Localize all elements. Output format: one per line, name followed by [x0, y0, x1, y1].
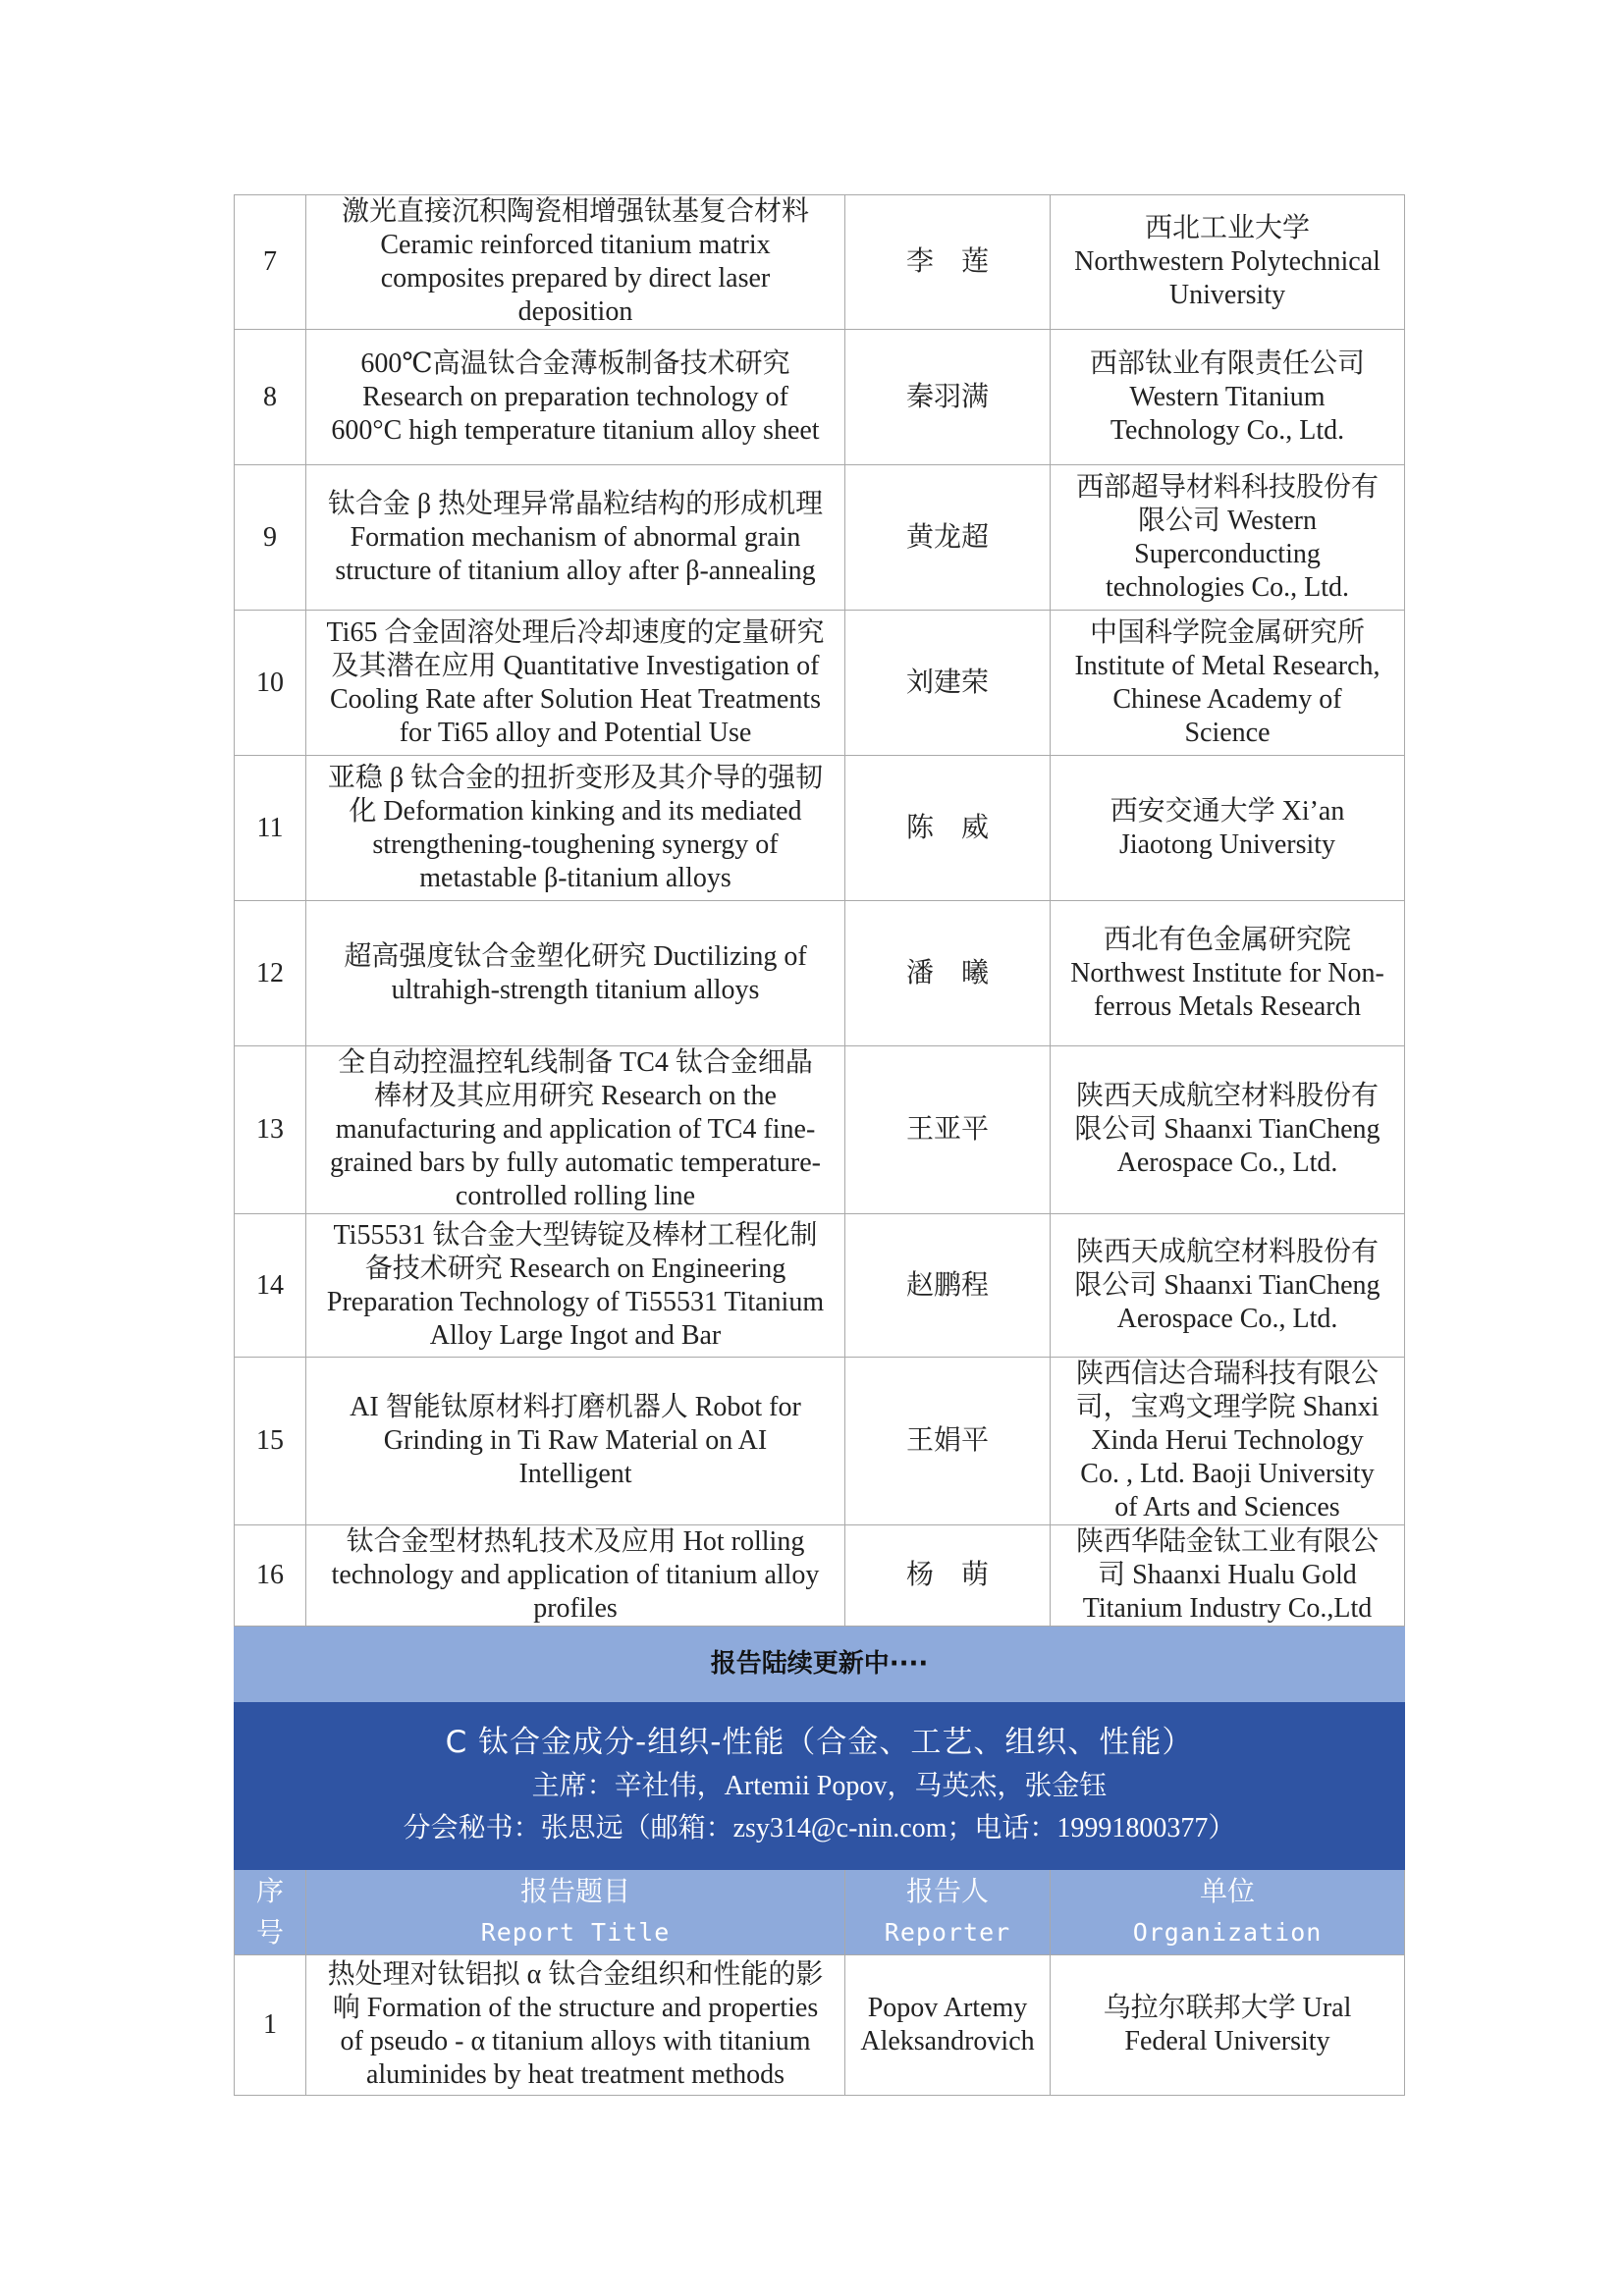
report-title: 亚稳 β 钛合金的扭折变形及其介导的强韧 化 Deformation kinking and its mediated strengthening-toughening synergy of metastable β-titanium alloys [306, 756, 845, 901]
table-row [235, 1525, 1405, 1627]
organization: 陕西天成航空材料股份有 限公司 Shaanxi TianCheng Aerospace Co., Ltd. [1051, 1214, 1405, 1358]
column-header-row [235, 1870, 1405, 1955]
reporter-name: 王娟平 [845, 1358, 1051, 1525]
section-secretary: 分会秘书：张思远（邮箱：zsy314@c-nin.com；电话：19991800377） [403, 1813, 1236, 1843]
row-number: 8 [235, 330, 306, 465]
row-number: 10 [235, 611, 306, 756]
report-title: AI 智能钛原材料打磨机器人 Robot for Grinding in Ti Raw Material on AI Intelligent [306, 1358, 845, 1525]
report-title: 全自动控温控轧线制备 TC4 钛合金细晶 棒材及其应用研究 Research on the manufacturing and application of TC4 fine- grained bars by fully automatic temperature- controlled rolling line [306, 1046, 845, 1214]
report-title: 钛合金型材热轧技术及应用 Hot rolling technology and application of titanium alloy profiles [306, 1525, 845, 1627]
header-organization: 单位 Organization [1051, 1870, 1405, 1955]
organization: 西部超导材料科技股份有 限公司 Western Superconducting technologies Co., Ltd. [1051, 465, 1405, 611]
reporter-name: 杨 萌 [845, 1525, 1051, 1627]
pending-update-row [235, 1627, 1405, 1702]
organization: 西安交通大学 Xi’an Jiaotong University [1051, 756, 1405, 901]
reporter-name: 秦羽满 [845, 330, 1051, 465]
table-row [235, 330, 1405, 465]
pending-update-text: 报告陆续更新中···· [235, 1627, 1405, 1702]
report-title: 600℃高温钛合金薄板制备技术研究 Research on preparation technology of 600°C high temperature titanium alloy sheet [306, 330, 845, 465]
table-row [235, 465, 1405, 611]
report-title: Ti55531 钛合金大型铸锭及棒材工程化制 备技术研究 Research on Engineering Preparation Technology of Ti55531 Titanium Alloy Large Ingot and Bar [306, 1214, 845, 1358]
row-number: 13 [235, 1046, 306, 1214]
section-title: C 钛合金成分-组织-性能（合金、工艺、组织、性能） [445, 1725, 1194, 1760]
table-row [235, 1358, 1405, 1525]
reporter-name: 李 莲 [845, 195, 1051, 330]
table-row [235, 1214, 1405, 1358]
organization: 西北有色金属研究院 Northwest Institute for Non- ferrous Metals Research [1051, 901, 1405, 1046]
header-number: 序 号 [235, 1870, 306, 1955]
report-title: Ti65 合金固溶处理后冷却速度的定量研究 及其潜在应用 Quantitative Investigation of Cooling Rate after Solution Heat Treatments for Ti65 alloy and Potential Use [306, 611, 845, 756]
reporter-name: 黄龙超 [845, 465, 1051, 611]
reporter-name: Popov Artemy Aleksandrovich [845, 1955, 1051, 2096]
table-row [235, 756, 1405, 901]
reporter-name: 王亚平 [845, 1046, 1051, 1214]
row-number: 16 [235, 1525, 306, 1627]
header-reporter: 报告人 Reporter [845, 1870, 1051, 1955]
section-header [235, 1702, 1405, 1870]
organization: 陕西天成航空材料股份有 限公司 Shaanxi TianCheng Aerospace Co., Ltd. [1051, 1046, 1405, 1214]
table-row [235, 1955, 1405, 2096]
row-number: 7 [235, 195, 306, 330]
organization: 乌拉尔联邦大学 Ural Federal University [1051, 1955, 1405, 2096]
organization: 西北工业大学 Northwestern Polytechnical University [1051, 195, 1405, 330]
reporter-name: 陈 威 [845, 756, 1051, 901]
row-number: 1 [235, 1955, 306, 2096]
table-row [235, 1046, 1405, 1214]
report-title: 钛合金 β 热处理异常晶粒结构的形成机理 Formation mechanism of abnormal grain structure of titanium alloy after β-annealing [306, 465, 845, 611]
table-row [235, 611, 1405, 756]
report-title: 超高强度钛合金塑化研究 Ductilizing of ultrahigh-strength titanium alloys [306, 901, 845, 1046]
report-title: 热处理对钛铝拟 α 钛合金组织和性能的影 响 Formation of the structure and properties of pseudo - α titanium alloys with titanium aluminides by heat treatment methods [306, 1955, 845, 2096]
row-number: 9 [235, 465, 306, 611]
header-title: 报告题目 Report Title [306, 1870, 845, 1955]
row-number: 11 [235, 756, 306, 901]
reporter-name: 赵鹏程 [845, 1214, 1051, 1358]
organization: 陕西信达合瑞科技有限公 司，宝鸡文理学院 Shanxi Xinda Herui Technology Co. , Ltd. Baoji University of Arts and Sciences [1051, 1358, 1405, 1525]
organization: 西部钛业有限责任公司 Western Titanium Technology Co., Ltd. [1051, 330, 1405, 465]
row-number: 15 [235, 1358, 306, 1525]
row-number: 14 [235, 1214, 306, 1358]
row-number: 12 [235, 901, 306, 1046]
table-row [235, 195, 1405, 330]
section-chairs: 主席：辛社伟，Artemii Popov，马英杰，张金钰 [531, 1771, 1108, 1801]
report-title: 激光直接沉积陶瓷相增强钛基复合材料 Ceramic reinforced titanium matrix composites prepared by direct laser deposition [306, 195, 845, 330]
reporter-name: 刘建荣 [845, 611, 1051, 756]
reporter-name: 潘 曦 [845, 901, 1051, 1046]
organization: 中国科学院金属研究所 Institute of Metal Research, Chinese Academy of Science [1051, 611, 1405, 756]
table-row [235, 901, 1405, 1046]
schedule-table [234, 194, 1405, 2096]
organization: 陕西华陆金钛工业有限公 司 Shaanxi Hualu Gold Titanium Industry Co.,Ltd [1051, 1525, 1405, 1627]
